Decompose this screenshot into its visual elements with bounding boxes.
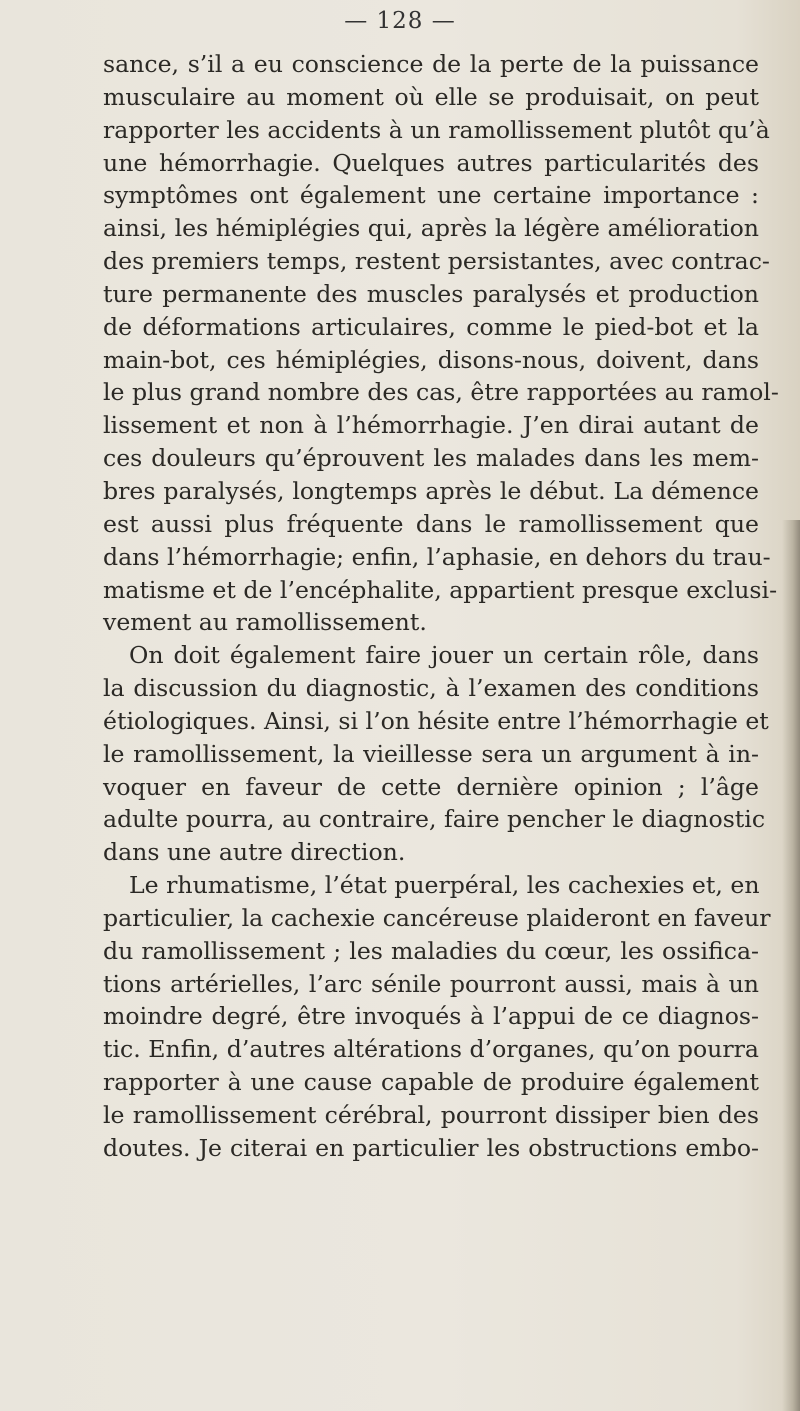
text-line: adulte pourra, au contraire, faire pencher le diagnostic [103,805,766,834]
text-line: la discussion du diagnostic, à l’examen des conditions [103,674,759,703]
text-line: bres paralysés, longtemps après le début. La démence [103,476,759,505]
text-line: moindre degré, être invoqués à l’appui de ce diagnos- [103,1002,759,1031]
text-line: de déformations articulaires, comme le pied-bot et la [103,312,759,341]
text-line: le plus grand nombre des cas, être rapportées au ramol- [103,378,779,407]
text-line: tions artérielles, l’arc sénile pourront aussi, mais à un [103,969,759,998]
text-line: tic. Enfin, d’autres altérations d’organes, qu’on pourra [103,1035,759,1064]
text-line: ainsi, les hémiplégies qui, après la légère amélioration [103,214,759,243]
body-text [103,48,779,1165]
text-line: main-bot, ces hémiplégies, disons-nous, doivent, dans [103,345,759,374]
text-line: une hémorrhagie. Quelques autres particularités des [103,148,759,177]
text-line: rapporter les accidents à un ramollissement plutôt qu’à [103,115,770,144]
text-line: symptômes ont également une certaine importance : [103,181,759,210]
text-line: ture permanente des muscles paralysés et production [103,279,759,308]
text-line: Le rhumatisme, l’état puerpéral, les cachexies et, en [129,871,760,900]
text-line: le ramollissement cérébral, pourront dissiper bien des [103,1101,759,1129]
text-line: voquer en faveur de cette dernière opinion ; l’âge [103,772,759,801]
text-line: doutes. Je citerai en particulier les obstructions embo- [103,1133,759,1162]
text-line: étiologiques. Ainsi, si l’on hésite entre l’hémorrhagie et [103,706,769,735]
page-edge-shadow [782,520,800,1411]
text-line: particulier, la cachexie cancéreuse plaideront en faveur [103,903,771,932]
text-line: lissement et non à l’hémorrhagie. J’en dirai autant de [103,411,759,440]
text-line: dans une autre direction. [103,838,406,867]
text-line: sance, s’il a eu conscience de la perte de la puissance [103,50,759,78]
text-line: des premiers temps, restent persistantes, avec contrac- [103,247,770,276]
page-number-header: — 128 — [344,8,456,34]
text-line: matisme et de l’encéphalite, appartient presque exclusi- [103,575,778,604]
text-line: ces douleurs qu’éprouvent les malades dans les mem- [103,444,759,473]
text-line: musculaire au moment où elle se produisait, on peut [103,82,759,111]
text-line: du ramollissement ; les maladies du cœur, les ossifica- [103,936,759,965]
text-line: rapporter à une cause capable de produire également [103,1068,759,1097]
text-line: le ramollissement, la vieillesse sera un argument à in- [103,739,759,768]
text-line: dans l’hémorrhagie; enfin, l’aphasie, en dehors du trau- [103,542,771,571]
text-line: On doit également faire jouer un certain rôle, dans [129,641,759,670]
text-line: est aussi plus fréquente dans le ramollissement que [103,509,759,538]
text-line: vement au ramollissement. [103,608,427,637]
